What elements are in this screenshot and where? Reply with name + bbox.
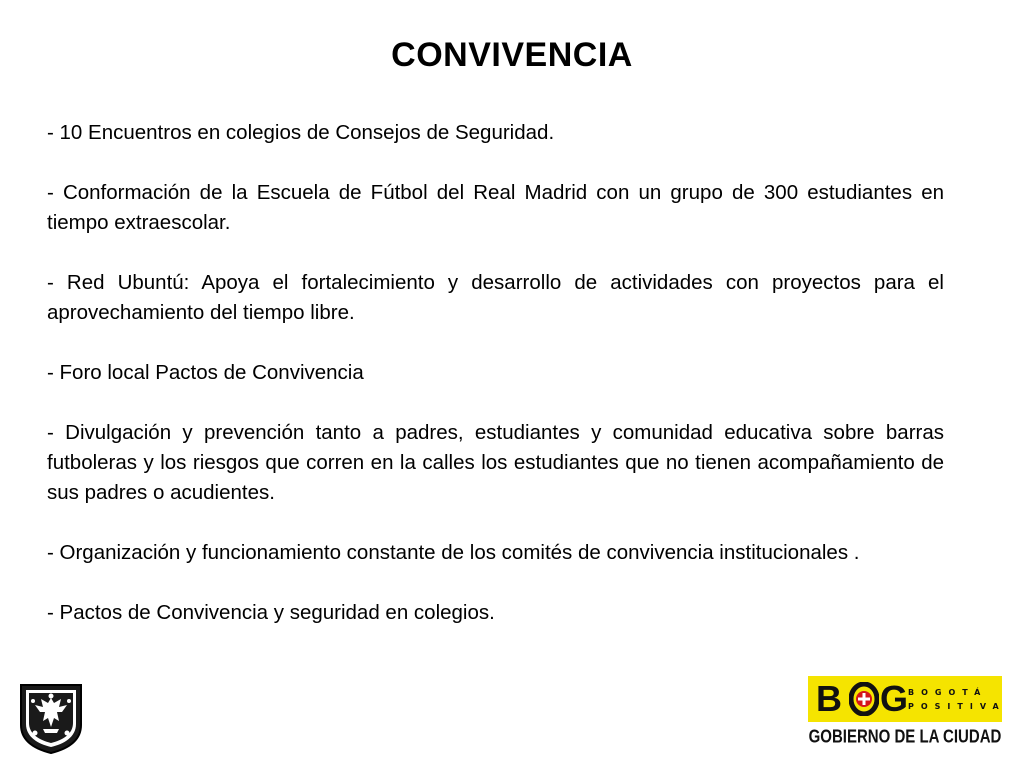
logo-letter-g: G [880,678,908,719]
bullet-item: - Pactos de Convivencia y seguridad en colegios. [47,601,495,624]
slide-title: CONVIVENCIA [391,36,633,74]
bullet-item: - Foro local Pactos de Convivencia [47,361,364,384]
logo-city-text: GOBIERNO DE LA CIUDAD [808,726,1002,748]
bullet-item: - Red Ubuntú: Apoya el fortalecimiento y desarrollo de actividades con proyectos para el aprovechamiento del tiempo libre. [47,271,944,324]
bogota-positiva-logo [808,676,1006,748]
logo-o-cross-icon [849,682,879,716]
bullet-item: - Organización y funcionamiento constante de los comités de convivencia institucionales . [47,541,860,564]
logo-word-bogota: BOGOTÁ [908,688,988,697]
bogota-coat-of-arms-icon [17,681,85,755]
bullet-item: - 10 Encuentros en colegios de Consejos de Seguridad. [47,121,555,144]
bullet-item: - Conformación de la Escuela de Fútbol del Real Madrid con un grupo de 300 estudiantes en tiempo extraescolar. [47,181,944,234]
bullet-item: - Divulgación y prevención tanto a padres, estudiantes y comunidad educativa sobre barras futboleras y los riesgos que corren en la calles los estudiantes que no tienen acompañamiento de sus padres o acudientes. [47,421,944,504]
logo-letter-b: B [816,678,841,719]
slide-body [47,118,944,628]
logo-word-positiva: POSITIVA [908,702,1006,711]
